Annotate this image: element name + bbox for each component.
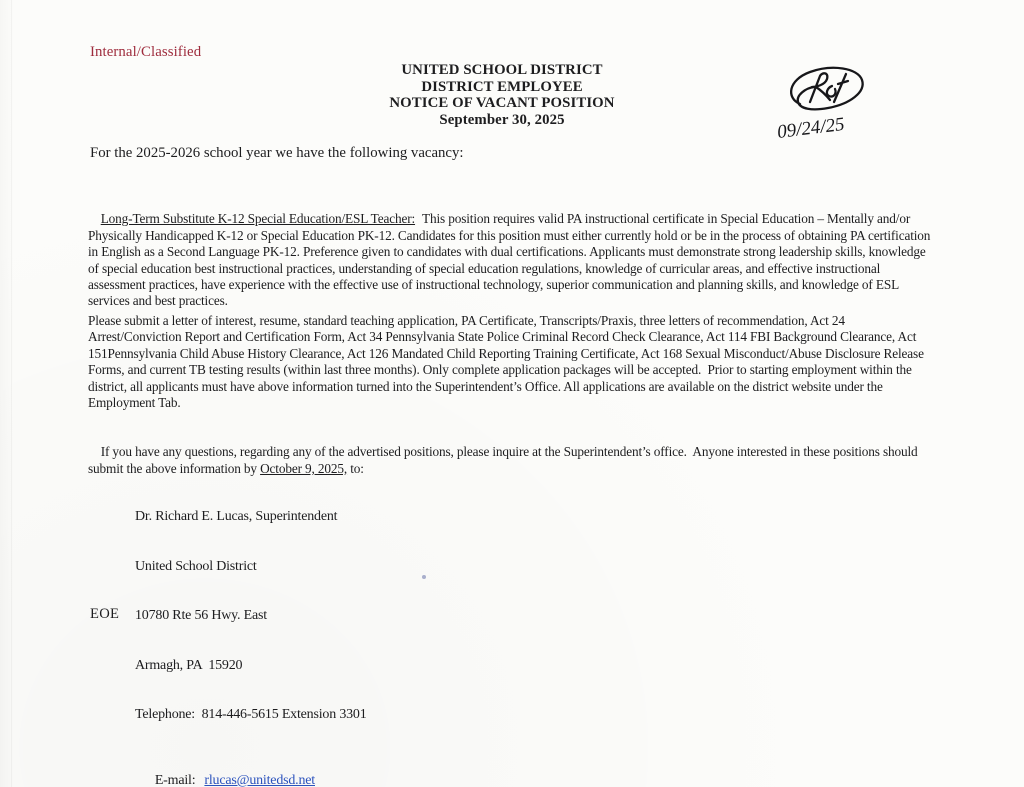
handwritten-date: 09/24/25 — [776, 113, 846, 143]
document-date: September 30, 2025 — [439, 111, 565, 128]
questions-text: If you have any questions, regarding any of the advertised positions, please inquire at the Superintendent’s office. Anyone interested in these positions should submit the above information by — [88, 444, 921, 476]
intro-line: For the 2025-2026 school year we have the following vacancy: — [90, 145, 464, 161]
position-title: Long-Term Substitute K-12 Special Education/ESL Teacher: — [100, 211, 416, 227]
header-audience: DISTRICT EMPLOYEE — [421, 78, 583, 95]
scan-speck-artifact — [422, 575, 426, 579]
vacancy-paragraph — [88, 195, 934, 326]
initials-scribble — [827, 86, 836, 97]
initials-scribble — [834, 74, 848, 102]
contact-name: Dr. Richard E. Lucas, Superintendent — [135, 509, 338, 524]
submission-paragraph: Please submit a letter of interest, resume, standard teaching application, PA Certificate, Transcripts/Praxis, three letters of recommendation, Act 24 Arrest/Conviction Report and Certification Form, Act 34 Pennsylvania State Police Criminal Record Check Clearance, Act 114 FBI Background Clearance, Act 151Pennsylvania Child Abuse History Clearance, Act 126 Mandated Child Reporting Training Certificate, Act 168 Sexual Misconduct/Abuse Disclosure Release Forms, and current TB testing results (within last three months). Only complete application packages will be accepted. Prior to starting employment within the district, all applicants must have above information turned into the Superintendent’s Office. All applications are available on the district website under the Employment Tab. — [88, 313, 928, 411]
position-description: This position requires valid PA instructional certificate in Special Education – Mentally and/or Physically Handicapped K-12 or Special Education PK-12. Candidates for this position must either currently hold or be in the process of obtaining PA certification in English as a Second Language PK-12. Preference given to candidates with dual certifications. Applicants must demonstrate strong leadership skills, knowledge of special education best instructional practices, understanding of special education regulations, knowledge of curricular areas, and effective instructional assessment practices, have experience with the effective use of instructional technology, superior communication and planning skills, and knowledge of ESL services and best practices. — [88, 211, 934, 309]
document-title: NOTICE OF VACANT POSITION — [389, 95, 615, 112]
contact-email-line — [135, 757, 367, 787]
contact-city-state-zip: Armagh, PA 15920 — [135, 657, 243, 673]
contact-block — [135, 476, 367, 787]
contact-street: 10780 Rte 56 Hwy. East — [135, 608, 267, 623]
email-label: E-mail: — [154, 773, 196, 787]
questions-text-end: to: — [347, 460, 364, 476]
email-link[interactable]: rlucas@unitedsd.net — [204, 773, 315, 787]
contact-organization: United School District — [135, 558, 257, 574]
initials-scribble — [810, 73, 830, 102]
application-deadline: October 9, 2025, — [260, 460, 348, 476]
header-organization: UNITED SCHOOL DISTRICT — [401, 62, 603, 78]
eoe-footer: EOE — [90, 606, 120, 622]
handwritten-initials-mark — [766, 60, 900, 150]
classification-label: Internal/Classified — [90, 44, 202, 60]
contact-telephone: Telephone: 814-446-5615 Extension 3301 — [135, 707, 367, 722]
